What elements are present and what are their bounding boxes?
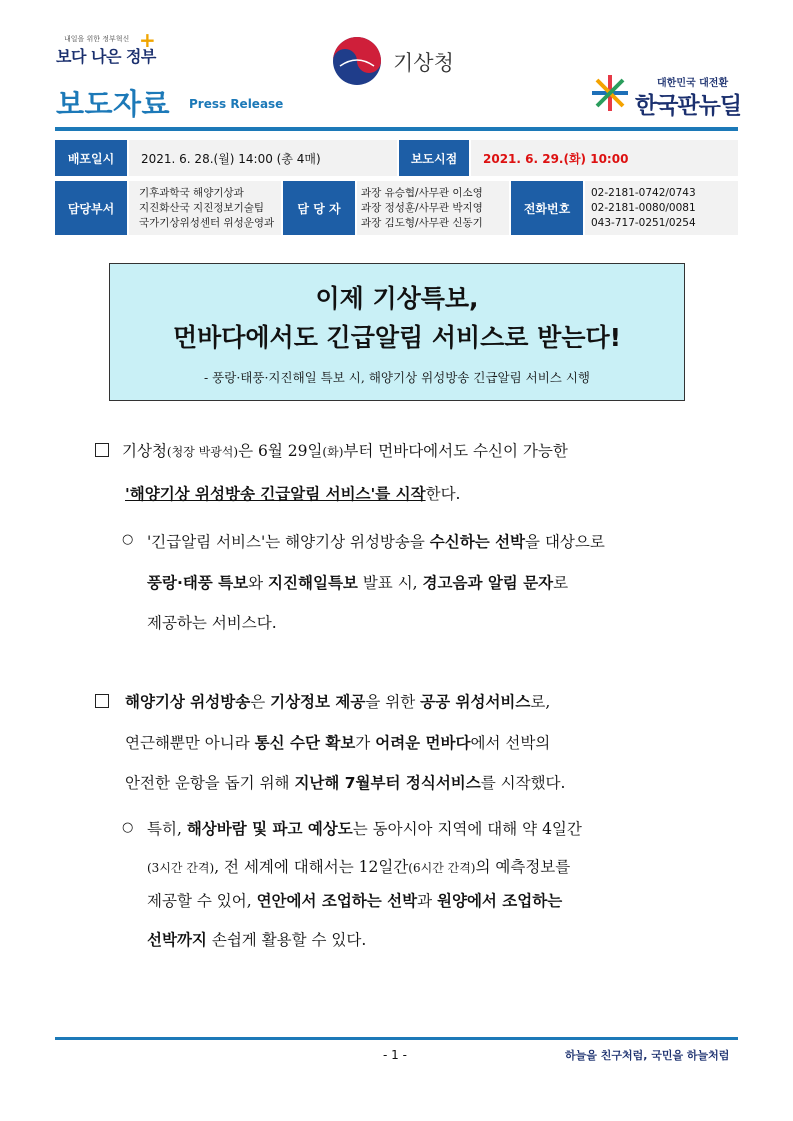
bullet1-line2: 풍랑·태풍 특보와 지진해일특보 발표 시, 경고음과 알림 문자로: [147, 574, 569, 592]
contact-line: 과장 정성훈/사무관 박지영: [361, 201, 483, 214]
contact-line: 과장 김도형/사무관 신동기: [361, 216, 483, 229]
headline-subtitle: - 풍랑·태풍·지진해일 특보 시, 해양기상 위성방송 긴급알림 서비스 시행: [203, 370, 591, 385]
bullet2-line2: (3시간 간격), 전 세계에 대해서는 12일간(6시간 간격)의 예측정보를: [147, 858, 571, 876]
dept-value: [129, 181, 281, 235]
dept-line: 지진화산국 지진정보기술팀: [139, 201, 265, 214]
dept-line: 기후과학국 해양기상과: [139, 186, 244, 199]
phone-line: 02-2181-0080/0081: [591, 201, 696, 214]
circle-bullet-icon: ○: [122, 532, 134, 547]
contact-value: [357, 181, 509, 235]
contact-line: 과장 유승협/사무관 이소영: [361, 186, 483, 199]
embargo-label: 보도시점: [399, 140, 469, 176]
phone-line: 02-2181-0742/0743: [591, 186, 696, 199]
para2-line3: 안전한 운항을 돕기 위해 지난해 7월부터 정식서비스를 시작했다.: [125, 774, 566, 792]
embargo-value: 2021. 6. 29.(화) 10:00: [471, 140, 738, 176]
release-value: 2021. 6. 28.(월) 14:00 (총 4매): [129, 140, 397, 176]
release-label: 배포일시: [55, 140, 127, 176]
para1-line1: 기상청(청장 박광석)은 6월 29일(화)부터 먼바다에서도 수신이 가능한: [122, 442, 568, 460]
square-bullet-icon: [95, 443, 109, 457]
footer-divider: [55, 1037, 738, 1040]
taegeuk-logo-icon: [332, 36, 382, 86]
gov-slogan-logo: 보다 나은 정부: [56, 47, 156, 66]
bullet2-line1: 특히, 해상바람 및 파고 예상도는 동아시아 지역에 대해 약 4일간: [147, 820, 582, 838]
new-deal-star-icon: [590, 73, 630, 113]
plus-icon: +: [139, 28, 156, 52]
square-bullet-icon: [95, 694, 109, 708]
doc-type-title: 보도자료: [56, 87, 171, 121]
bullet1-line1: '긴급알림 서비스'는 해양기상 위성방송을 수신하는 선박을 대상으로: [147, 533, 605, 551]
para2-line1: 해양기상 위성방송은 기상정보 제공을 위한 공공 위성서비스로,: [125, 693, 551, 711]
footer-slogan: 하늘을 친구처럼, 국민을 하늘처럼: [565, 1049, 730, 1062]
headline-line1: 이제 기상특보,: [315, 284, 479, 313]
para2-line2: 연근해뿐만 아니라 통신 수단 확보가 어려운 먼바다에서 선박의: [125, 734, 551, 752]
para1-line2: '해양기상 위성방송 긴급알림 서비스'를 시작한다.: [125, 485, 461, 503]
headline-line2: 먼바다에서도 긴급알림 서비스로 받는다!: [172, 323, 622, 352]
header-divider: [55, 127, 738, 131]
phone-value: [585, 181, 738, 235]
dept-label: 담당부서: [55, 181, 127, 235]
bullet2-line3: 제공할 수 있어, 연안에서 조업하는 선박과 원양에서 조업하는: [147, 892, 563, 910]
campaign-tagline: 대한민국 대전환: [657, 78, 729, 89]
gov-slogan-small: 내일을 위한 정부혁신: [64, 35, 130, 43]
bullet2-line4: 선박까지 손쉽게 활용할 수 있다.: [147, 931, 367, 949]
agency-name: 기상청: [393, 51, 454, 75]
phone-label: 전화번호: [511, 181, 583, 235]
dept-line: 국가기상위성센터 위성운영과: [139, 216, 275, 229]
contact-label: 담 당 자: [283, 181, 355, 235]
page-number: - 1 -: [383, 1048, 407, 1062]
doc-type-en: Press Release: [189, 97, 284, 111]
circle-bullet-icon: ○: [122, 820, 134, 835]
phone-line: 043-717-0251/0254: [591, 216, 696, 229]
campaign-logo: 한국판뉴딜: [635, 93, 742, 119]
bullet1-line3: 제공하는 서비스다.: [147, 614, 277, 632]
